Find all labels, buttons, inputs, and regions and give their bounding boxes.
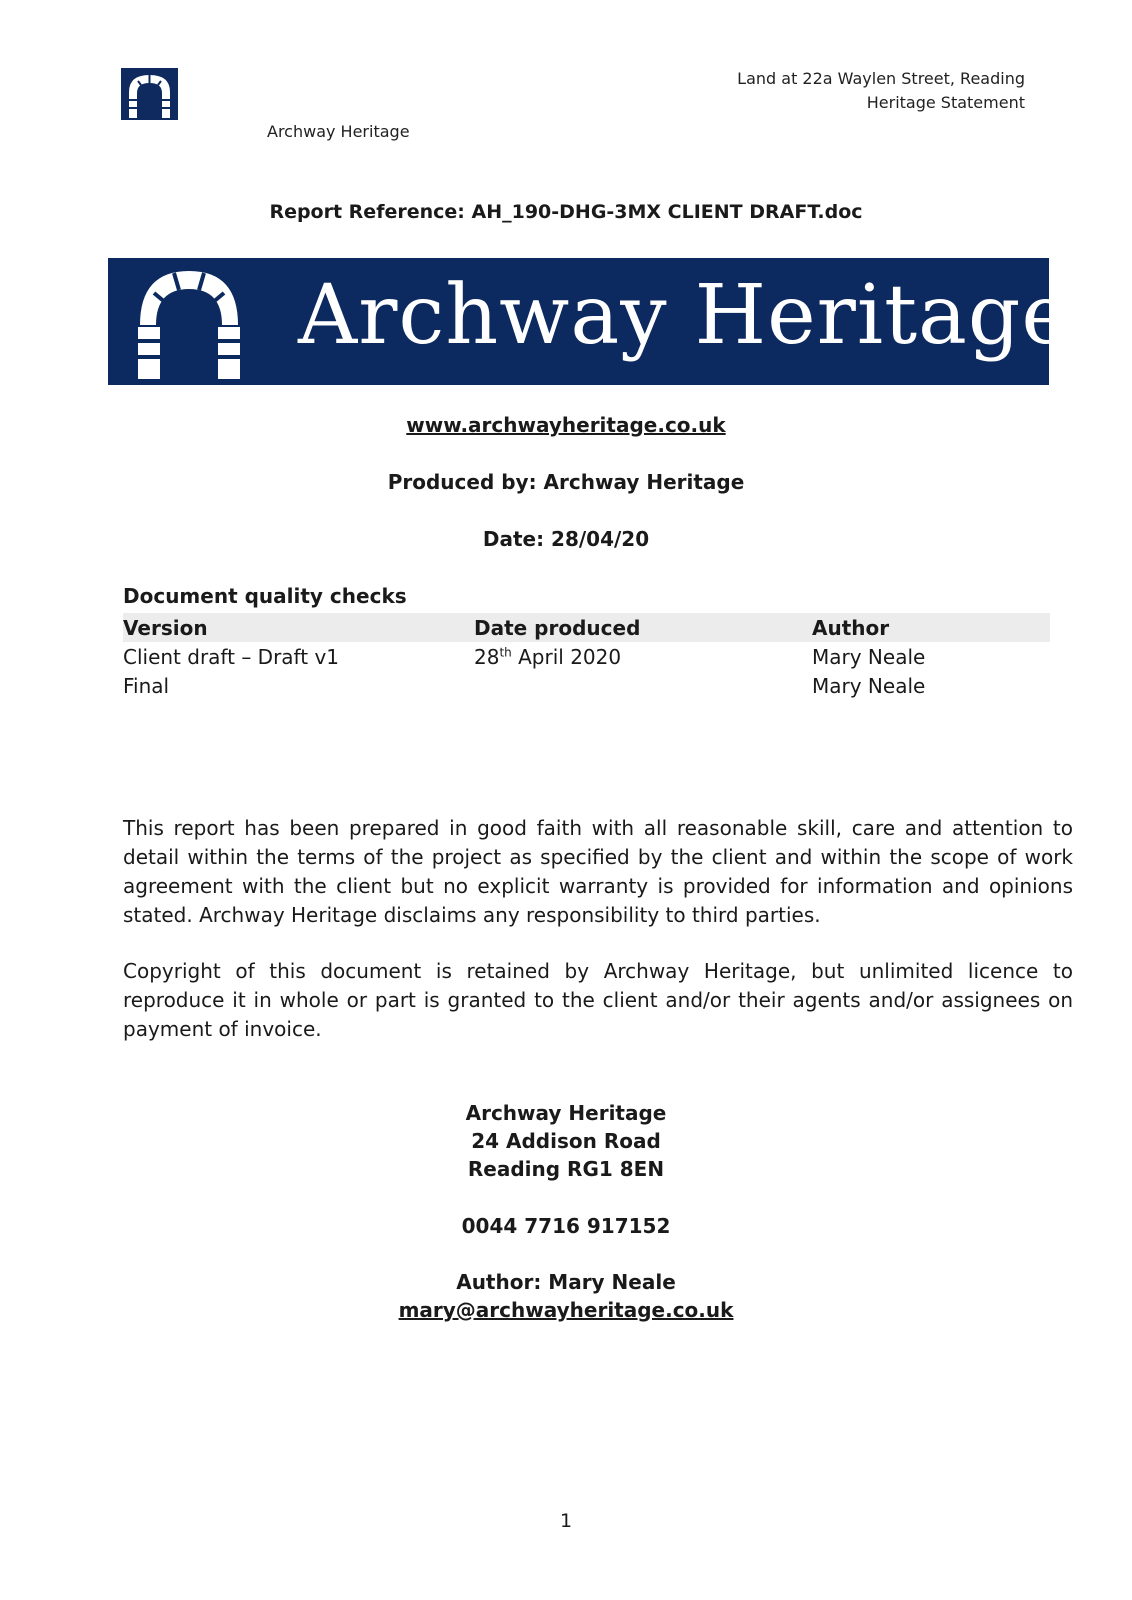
column-header-date: Date produced	[474, 615, 641, 640]
brand-banner	[108, 258, 1071, 385]
header-right	[737, 67, 1025, 115]
column-header-author: Author	[812, 615, 890, 640]
disclaimer-paragraph: This report has been prepared in good faith with all reasonable skill, care and attention to detail within the terms of the project as specified by the client and within the scope of work agreement with the client but no explicit warranty is provided for information and opinions stated. Archway Heritage disclaims any responsibility to third parties.	[123, 816, 1073, 927]
contact-phone: 0044 7716 917152	[461, 1214, 671, 1238]
row-author: Mary Neale	[812, 644, 926, 669]
table-row	[123, 671, 1050, 700]
quality-checks-title: Document quality checks	[123, 584, 407, 608]
contact-author: Author: Mary Neale	[456, 1270, 676, 1294]
contact-email-link[interactable]: mary@archwayheritage.co.uk	[398, 1298, 734, 1322]
contact-author-block	[0, 1268, 1132, 1324]
archway-logo-icon	[126, 263, 252, 381]
row-version: Client draft – Draft v1	[123, 644, 340, 669]
row-date-day: 28	[474, 644, 500, 669]
contact-town: Reading RG1 8EN	[467, 1157, 665, 1181]
page-number: 1	[559, 1510, 573, 1532]
archway-icon	[121, 68, 178, 120]
table-header-row	[123, 613, 1050, 642]
quality-checks-table	[123, 613, 1050, 700]
contact-org: Archway Heritage	[465, 1101, 667, 1125]
column-header-version: Version	[123, 615, 208, 640]
header-logo	[121, 68, 178, 120]
row-date-month-year: April 2020	[511, 644, 622, 669]
row-version: Final	[123, 673, 170, 698]
contact-address	[0, 1099, 1132, 1183]
copyright-paragraph: Copyright of this document is retained by Archway Heritage, but unlimited licence to reproduce it in whole or part is granted to the client and/or their agents and/or assignees on payment of invoice.	[123, 959, 1073, 1041]
table-row	[123, 642, 1050, 671]
row-date	[474, 645, 812, 669]
report-reference: Report Reference: AH_190-DHG-3MX CLIENT DRAFT.doc	[269, 201, 863, 223]
header-org-name: Archway Heritage	[267, 122, 410, 141]
header-site: Land at 22a Waylen Street, Reading	[737, 69, 1025, 88]
banner-title: Archway Heritage	[298, 268, 1071, 363]
website-link[interactable]: www.archwayheritage.co.uk	[406, 413, 726, 437]
report-date: Date: 28/04/20	[482, 527, 650, 551]
row-author: Mary Neale	[812, 673, 926, 698]
row-date-suffix: th	[499, 644, 512, 659]
header-doc-type: Heritage Statement	[866, 93, 1025, 112]
produced-by: Produced by: Archway Heritage	[387, 470, 745, 494]
contact-street: 24 Addison Road	[471, 1129, 661, 1153]
